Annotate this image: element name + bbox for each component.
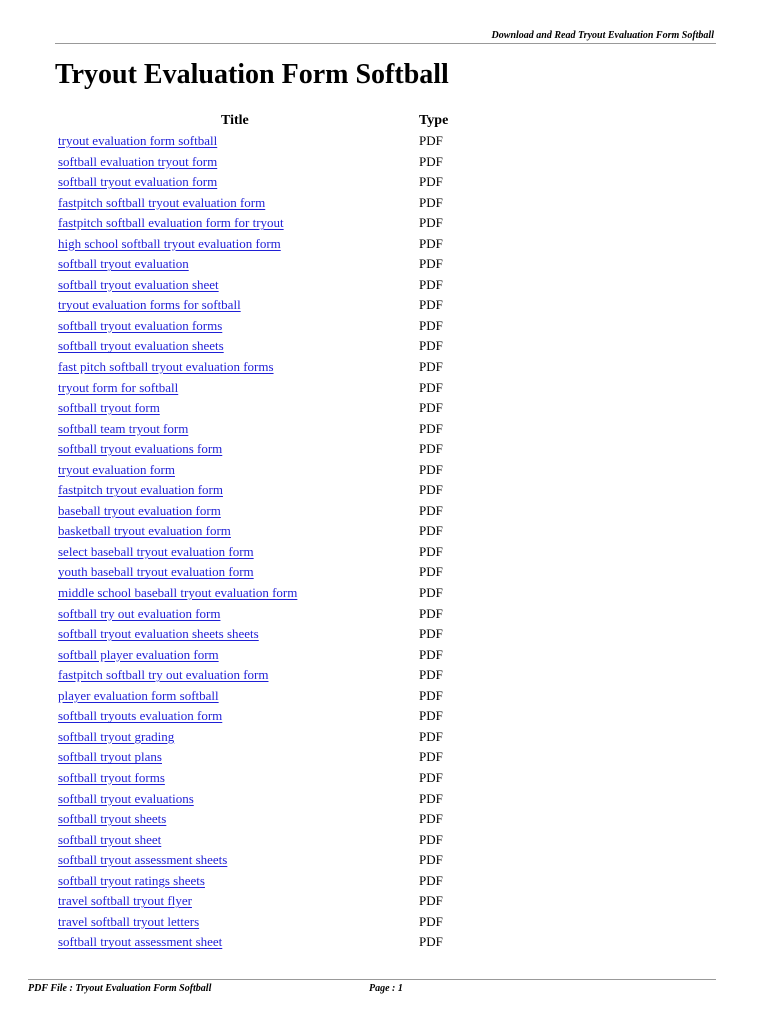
result-title-link[interactable]: softball tryout ratings sheets: [58, 872, 205, 888]
result-title-link[interactable]: fastpitch softball tryout evaluation form: [58, 194, 266, 210]
list-item: [0, 932, 770, 953]
list-item: [0, 830, 770, 851]
result-type: PDF: [419, 338, 443, 354]
list-item: [0, 295, 770, 316]
result-type: PDF: [419, 708, 443, 724]
result-title-link[interactable]: tryout form for softball: [58, 379, 179, 395]
result-title-link[interactable]: travel softball tryout letters: [58, 913, 200, 929]
list-item: [0, 727, 770, 748]
result-title-link[interactable]: softball tryout sheets: [58, 811, 167, 827]
result-title-link[interactable]: middle school baseball tryout evaluation form: [58, 585, 298, 601]
result-type: PDF: [419, 852, 443, 868]
result-title-link[interactable]: softball tryout forms: [58, 769, 165, 785]
result-title-link[interactable]: softball evaluation tryout form: [58, 153, 218, 169]
list-item: [0, 501, 770, 522]
footer-file-label: PDF File : Tryout Evaluation Form Softball: [28, 983, 212, 994]
list-item: [0, 152, 770, 173]
result-type: PDF: [419, 585, 443, 601]
list-item: [0, 747, 770, 768]
column-header-type: Type: [419, 113, 449, 128]
result-title-link[interactable]: tryout evaluation forms for softball: [58, 297, 241, 313]
result-title-link[interactable]: softball tryout evaluation: [58, 256, 189, 272]
result-title-link[interactable]: baseball tryout evaluation form: [58, 502, 221, 518]
result-title-link[interactable]: softball player evaluation form: [58, 646, 219, 662]
result-title-link[interactable]: softball tryouts evaluation form: [58, 708, 223, 724]
result-type: PDF: [419, 626, 443, 642]
result-title-link[interactable]: softball tryout assessment sheet: [58, 934, 223, 950]
result-title-link[interactable]: softball team tryout form: [58, 420, 189, 436]
result-type: PDF: [419, 872, 443, 888]
list-item: [0, 213, 770, 234]
result-type: PDF: [419, 420, 443, 436]
list-item: [0, 871, 770, 892]
result-title-link[interactable]: softball tryout evaluations form: [58, 441, 223, 457]
result-type: PDF: [419, 811, 443, 827]
result-type: PDF: [419, 235, 443, 251]
result-type: PDF: [419, 646, 443, 662]
list-item: [0, 398, 770, 419]
list-item: [0, 336, 770, 357]
list-item: [0, 419, 770, 440]
result-type: PDF: [419, 256, 443, 272]
result-title-link[interactable]: softball tryout evaluation sheet: [58, 276, 219, 292]
result-title-link[interactable]: softball tryout sheet: [58, 831, 162, 847]
results-list: [0, 131, 770, 953]
result-type: PDF: [419, 605, 443, 621]
result-type: PDF: [419, 215, 443, 231]
list-item: [0, 542, 770, 563]
list-item: [0, 604, 770, 625]
list-item: [0, 193, 770, 214]
result-type: PDF: [419, 934, 443, 950]
result-type: PDF: [419, 194, 443, 210]
list-item: [0, 665, 770, 686]
result-type: PDF: [419, 153, 443, 169]
list-item: [0, 316, 770, 337]
list-item: [0, 583, 770, 604]
list-item: [0, 254, 770, 275]
result-title-link[interactable]: softball tryout evaluations: [58, 790, 194, 806]
result-type: PDF: [419, 564, 443, 580]
footer-page-label: Page : 1: [369, 983, 403, 994]
result-type: PDF: [419, 667, 443, 683]
list-item: [0, 357, 770, 378]
column-header-title: Title: [221, 113, 249, 128]
result-type: PDF: [419, 174, 443, 190]
result-type: PDF: [419, 893, 443, 909]
list-item: [0, 706, 770, 727]
result-title-link[interactable]: softball tryout evaluation forms: [58, 317, 223, 333]
result-title-link[interactable]: softball tryout evaluation sheets sheets: [58, 626, 259, 642]
result-type: PDF: [419, 400, 443, 416]
result-title-link[interactable]: fastpitch tryout evaluation form: [58, 482, 223, 498]
result-title-link[interactable]: softball tryout assessment sheets: [58, 852, 228, 868]
page-title: Tryout Evaluation Form Softball: [55, 59, 449, 90]
result-title-link[interactable]: fast pitch softball tryout evaluation forms: [58, 359, 274, 375]
result-type: PDF: [419, 441, 443, 457]
list-item: [0, 562, 770, 583]
result-type: PDF: [419, 749, 443, 765]
running-header: Download and Read Tryout Evaluation Form Softball: [491, 30, 714, 41]
list-item: [0, 172, 770, 193]
result-type: PDF: [419, 790, 443, 806]
list-item: [0, 521, 770, 542]
result-type: PDF: [419, 461, 443, 477]
header-rule: [55, 43, 716, 44]
result-type: PDF: [419, 359, 443, 375]
list-item: [0, 378, 770, 399]
list-item: [0, 234, 770, 255]
list-item: [0, 624, 770, 645]
list-item: [0, 809, 770, 830]
list-item: [0, 912, 770, 933]
result-type: PDF: [419, 543, 443, 559]
result-title-link[interactable]: youth baseball tryout evaluation form: [58, 564, 254, 580]
result-type: PDF: [419, 133, 443, 148]
list-item: [0, 768, 770, 789]
result-title-link[interactable]: basketball tryout evaluation form: [58, 523, 231, 539]
result-title-link[interactable]: travel softball tryout flyer: [58, 893, 192, 909]
result-title-link[interactable]: fastpitch softball evaluation form for tryout: [58, 215, 284, 231]
result-title-link[interactable]: softball tryout evaluation form: [58, 174, 218, 190]
result-title-link[interactable]: high school softball tryout evaluation form: [58, 235, 281, 251]
result-title-link[interactable]: softball tryout form: [58, 400, 160, 416]
list-item: [0, 439, 770, 460]
result-title-link[interactable]: select baseball tryout evaluation form: [58, 543, 254, 559]
result-type: PDF: [419, 687, 443, 703]
result-type: PDF: [419, 297, 443, 313]
result-type: PDF: [419, 276, 443, 292]
list-item: [0, 891, 770, 912]
result-type: PDF: [419, 769, 443, 785]
list-item: [0, 686, 770, 707]
result-title-link[interactable]: tryout evaluation form: [58, 461, 175, 477]
result-type: PDF: [419, 482, 443, 498]
result-title-link[interactable]: softball tryout evaluation sheets: [58, 338, 224, 354]
result-type: PDF: [419, 317, 443, 333]
list-item: [0, 480, 770, 501]
result-title-link[interactable]: softball try out evaluation form: [58, 605, 221, 621]
result-title-link[interactable]: softball tryout plans: [58, 749, 162, 765]
result-type: PDF: [419, 502, 443, 518]
list-item: [0, 789, 770, 810]
result-title-link[interactable]: softball tryout grading: [58, 728, 175, 744]
footer-rule: [28, 979, 716, 980]
list-item: [0, 275, 770, 296]
list-item: [0, 460, 770, 481]
result-type: PDF: [419, 728, 443, 744]
list-item: [0, 850, 770, 871]
result-type: PDF: [419, 379, 443, 395]
result-title-link[interactable]: tryout evaluation form softball: [58, 133, 218, 148]
result-title-link[interactable]: player evaluation form softball: [58, 687, 219, 703]
list-item: [0, 131, 770, 152]
result-title-link[interactable]: fastpitch softball try out evaluation form: [58, 667, 269, 683]
result-type: PDF: [419, 913, 443, 929]
list-item: [0, 645, 770, 666]
result-type: PDF: [419, 831, 443, 847]
result-type: PDF: [419, 523, 443, 539]
